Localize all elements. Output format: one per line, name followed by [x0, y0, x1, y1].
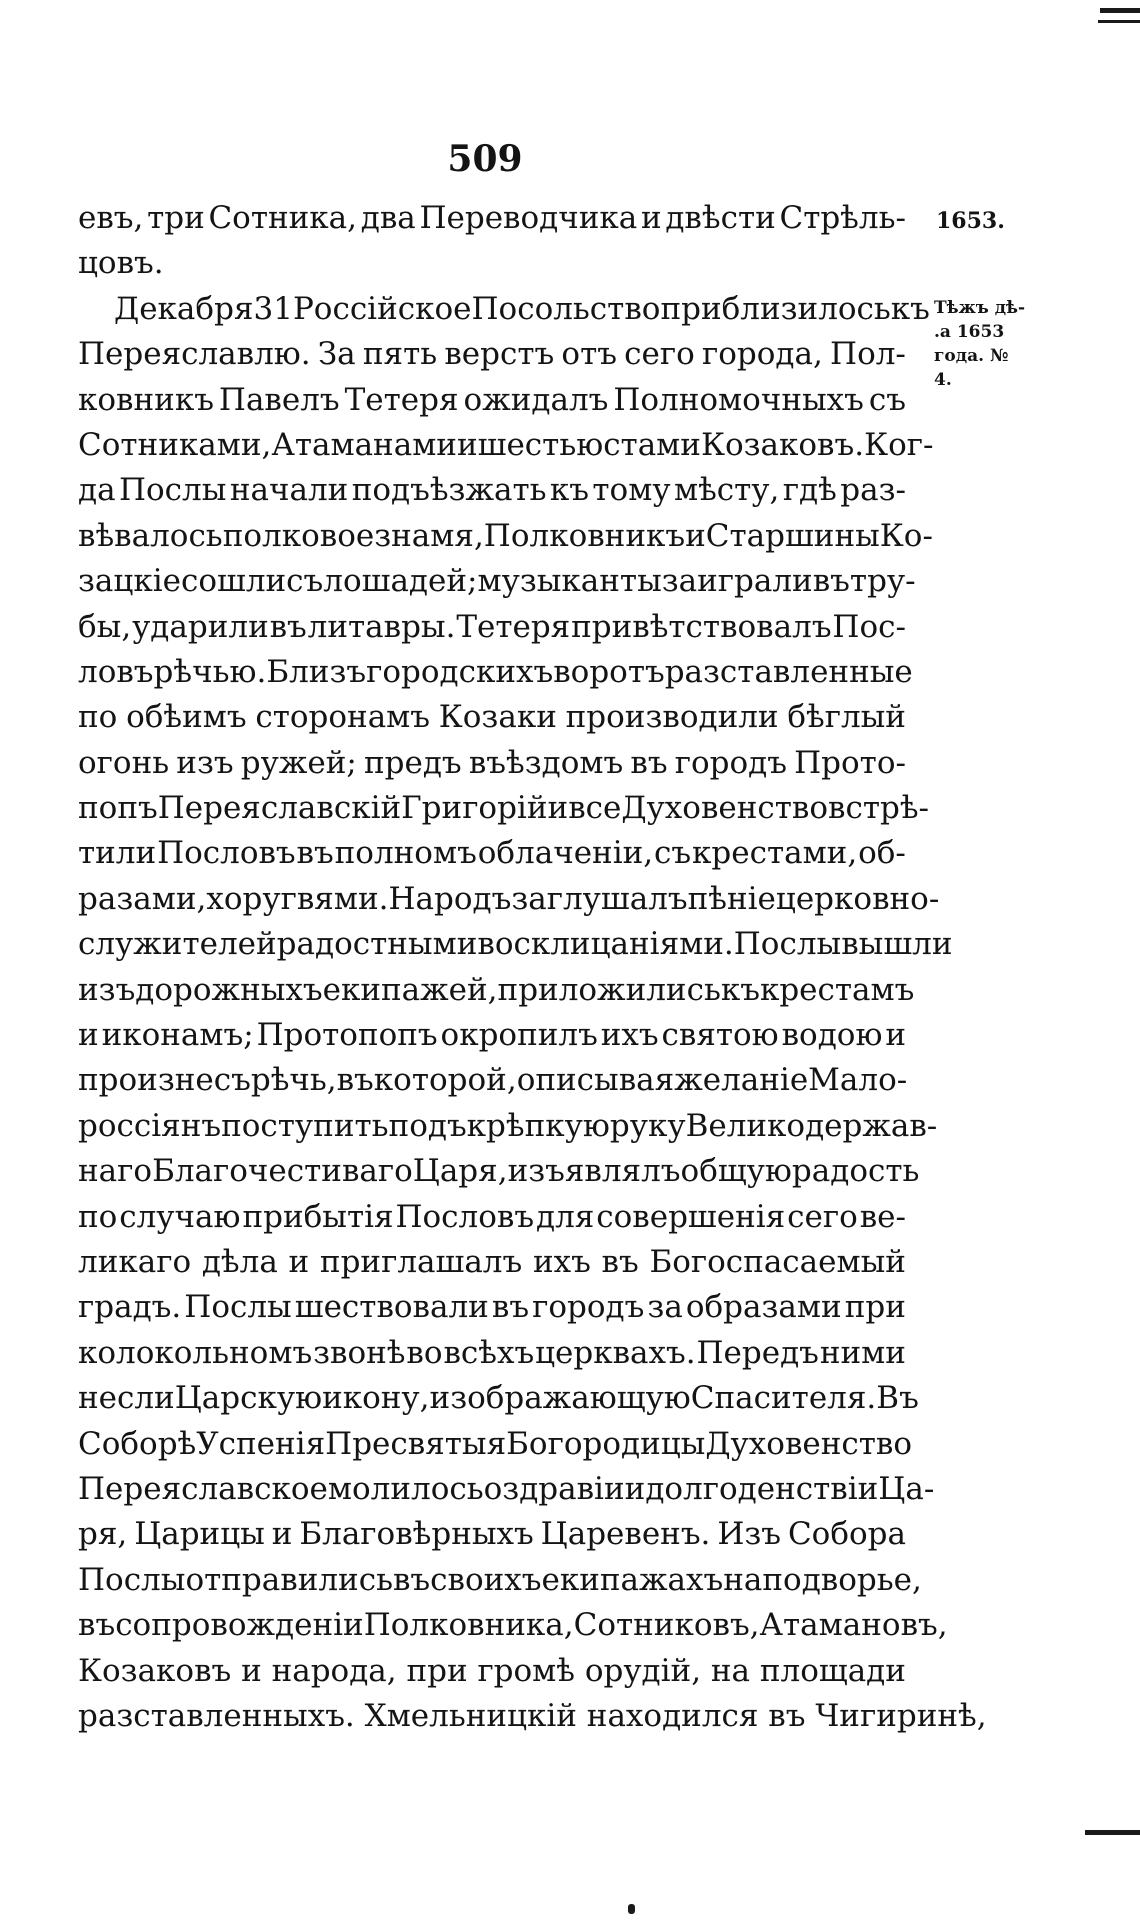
word: о — [483, 1470, 503, 1507]
word: облаченіи, — [477, 835, 654, 872]
text-line — [78, 1195, 906, 1240]
word: несли — [78, 1380, 175, 1417]
word: огонь — [78, 744, 170, 781]
word: молилось — [327, 1470, 484, 1507]
text-line — [78, 877, 940, 922]
word: Атаманами — [271, 426, 457, 463]
text-line — [78, 1058, 906, 1103]
word: Послы — [184, 1289, 292, 1326]
word: мѣсту, — [673, 472, 780, 509]
word: городъ — [674, 744, 787, 781]
word: вышли — [841, 926, 953, 963]
word: народа, — [271, 1652, 397, 1689]
word: Соборѣ — [78, 1425, 197, 1462]
word: изображающую — [429, 1380, 691, 1417]
text-line — [78, 1331, 906, 1376]
word: городъ — [532, 1289, 645, 1326]
word: случаю — [119, 1198, 241, 1235]
word: ковникъ — [78, 381, 214, 418]
margin-reference-note — [934, 296, 1025, 392]
word: об- — [858, 835, 906, 872]
word: вѣвалось — [78, 517, 223, 554]
word: Сотника, — [208, 200, 358, 236]
word: въѣздомъ — [468, 744, 624, 781]
word: и — [78, 1017, 99, 1054]
word: въ — [491, 1289, 530, 1326]
word: изъявлялъ — [507, 1153, 681, 1190]
word: желаніе — [674, 1062, 809, 1099]
margin-ref-line: .а 1653 — [934, 322, 1005, 342]
word: пѣніе — [687, 880, 776, 917]
word: Полковника, — [363, 1607, 574, 1644]
word: Пос- — [832, 608, 906, 645]
word: ликаго — [78, 1243, 192, 1280]
word: раз- — [840, 472, 906, 509]
word: крестамъ — [759, 971, 915, 1008]
word: За — [317, 336, 356, 373]
word: Передъ — [696, 1334, 819, 1371]
word: во — [406, 1334, 443, 1371]
word: полковое — [222, 517, 375, 554]
text-line — [78, 922, 953, 967]
word: Изъ — [717, 1516, 782, 1553]
text-line — [78, 1104, 938, 1149]
word: своихъ — [430, 1561, 542, 1598]
word: Григорій — [401, 790, 548, 827]
word: ихъ — [600, 1017, 659, 1054]
word: Великодержав- — [685, 1107, 938, 1144]
word: за — [647, 1289, 683, 1326]
word: обѣимъ — [126, 699, 247, 736]
text-line — [78, 1649, 906, 1694]
word: на — [710, 1652, 751, 1689]
word: приглашалъ — [319, 1243, 523, 1280]
word: 31 — [253, 290, 293, 327]
word: ве- — [859, 1198, 906, 1235]
word: при — [406, 1652, 468, 1689]
text-line — [78, 831, 906, 876]
word: общую — [680, 1153, 792, 1190]
word: Царя, — [412, 1153, 508, 1190]
text-line — [78, 1512, 906, 1557]
word: подъѣзжать — [351, 472, 547, 509]
word: Въ — [876, 1380, 919, 1417]
word: Царскую — [174, 1380, 323, 1417]
margin-year-note: 1653. — [936, 208, 1005, 234]
word: изъ — [78, 971, 136, 1008]
word: Полномочныхъ — [613, 381, 864, 418]
word: Спасителя. — [690, 1380, 877, 1417]
word: екипажахъ — [541, 1561, 724, 1598]
text-line — [78, 1467, 935, 1512]
word: въ — [630, 744, 668, 781]
scan-mark — [1100, 8, 1140, 13]
word: отправились — [185, 1561, 393, 1598]
word: гдѣ — [782, 472, 837, 509]
word: Народъ — [388, 880, 512, 917]
word: восклицаніями. — [477, 926, 734, 963]
word: въ — [78, 1607, 116, 1644]
word: подъ — [388, 1107, 467, 1144]
word: святою — [661, 1017, 779, 1054]
word: Пословъ — [395, 1198, 535, 1235]
word: Мало- — [808, 1062, 908, 1099]
word: и — [271, 1516, 293, 1553]
scan-mark — [1098, 20, 1140, 23]
word: и — [640, 200, 662, 236]
word: на — [723, 1561, 763, 1598]
word: россіянъ — [78, 1107, 222, 1144]
text-line — [78, 650, 913, 695]
word: ря, — [78, 1516, 128, 1553]
text-line — [78, 1603, 948, 1648]
text-line — [78, 423, 934, 468]
page-number: 509 — [447, 138, 523, 180]
word: и — [547, 790, 569, 827]
word: тому — [592, 472, 671, 509]
word: Протопопъ — [256, 1017, 438, 1054]
word: сего — [624, 336, 695, 373]
word: два — [360, 200, 416, 236]
word: отъ — [561, 336, 617, 373]
word: Богородицы — [506, 1425, 706, 1462]
word: лошадей; — [323, 563, 478, 600]
word: радость — [791, 1153, 920, 1190]
text-line — [78, 559, 916, 604]
word: рѣчью. — [153, 653, 267, 690]
word: руку — [609, 1107, 686, 1144]
word: колокольномъ — [78, 1334, 313, 1371]
text-line — [78, 468, 906, 513]
word: Ко- — [879, 517, 933, 554]
word: совершенія — [596, 1198, 786, 1235]
word: рѣчь, — [250, 1062, 337, 1099]
word: все — [568, 790, 622, 827]
text-line — [78, 1240, 906, 1285]
text-line — [78, 287, 930, 332]
word: Козаки — [438, 699, 557, 736]
word: привѣтствовалъ — [571, 608, 832, 645]
word: звонѣ — [313, 1334, 406, 1371]
word: Россійское — [292, 290, 472, 327]
word: Декабря — [114, 290, 254, 327]
word: градъ. — [78, 1289, 182, 1326]
word: Переяславлю. — [78, 336, 311, 373]
word: икону, — [322, 1380, 430, 1417]
word: съ — [868, 381, 906, 418]
margin-ref-line: 4. — [934, 370, 952, 390]
word: три — [147, 200, 205, 236]
word: сторонамъ — [255, 699, 431, 736]
word: верстъ — [444, 336, 555, 373]
word: въ — [336, 1062, 374, 1099]
word: воротъ — [553, 653, 665, 690]
word: площади — [759, 1652, 906, 1689]
word: Полковникъ — [483, 517, 686, 554]
word: съ — [654, 835, 692, 872]
word: города, — [701, 336, 823, 373]
word: разставленные — [664, 653, 913, 690]
word: сошли — [180, 563, 287, 600]
word: къ — [720, 971, 760, 1008]
word: Переяславское — [78, 1470, 328, 1507]
word: служителей — [78, 926, 277, 963]
word: церковно- — [775, 880, 940, 917]
word: екипажей, — [322, 971, 498, 1008]
word: заиграли — [661, 563, 813, 600]
word: въ — [296, 835, 334, 872]
word: орудій, — [584, 1652, 702, 1689]
word: встрѣ- — [828, 790, 930, 827]
word: церквахъ. — [535, 1334, 696, 1371]
word: Пресвятыя — [325, 1425, 507, 1462]
word: и — [624, 1470, 646, 1507]
word: здравіи — [502, 1470, 625, 1507]
word: въ — [392, 1561, 431, 1598]
text-line — [78, 378, 906, 423]
word: по — [78, 699, 118, 736]
word: по — [78, 1198, 118, 1235]
text-line — [78, 196, 906, 241]
word: изъ — [176, 744, 234, 781]
word: Прото- — [794, 744, 906, 781]
word: Козаковъ. — [700, 426, 865, 463]
word: пять — [362, 336, 438, 373]
word: радостными — [276, 926, 478, 963]
word: Атамановъ, — [759, 1607, 948, 1644]
word: сего — [787, 1198, 858, 1235]
word: Близъ — [266, 653, 367, 690]
word: знамя, — [374, 517, 484, 554]
word: музыканты — [477, 563, 662, 600]
word: въ — [601, 1243, 639, 1280]
word: Сотниками, — [78, 426, 272, 463]
word: къ — [890, 290, 930, 327]
word: Собора — [787, 1516, 906, 1553]
word: Благочестиваго — [152, 1153, 413, 1190]
word: Благовѣрныхъ — [299, 1516, 534, 1553]
word: зацкіе — [78, 563, 181, 600]
word: Козаковъ — [78, 1652, 232, 1689]
word: и — [685, 517, 706, 554]
word: Царицы — [134, 1516, 265, 1553]
word: и — [288, 1243, 310, 1280]
word: произнесъ — [78, 1062, 251, 1099]
paragraph-continuation — [78, 196, 906, 287]
word: крѣпкую — [466, 1107, 610, 1144]
word: городскихъ — [366, 653, 554, 690]
word: сопровожденіи — [115, 1607, 364, 1644]
word: бы, — [78, 608, 132, 645]
word: Пол- — [830, 336, 906, 373]
word: при — [844, 1289, 906, 1326]
word: Павелъ — [218, 381, 340, 418]
word: Успенія — [196, 1425, 326, 1462]
word: приблизилось — [660, 290, 891, 327]
word: всѣхъ — [443, 1334, 535, 1371]
text-line — [78, 514, 933, 559]
word: хоругвями. — [206, 880, 389, 917]
word: къ — [549, 472, 589, 509]
word: Ца- — [878, 1470, 935, 1507]
word: приложились — [497, 971, 721, 1008]
text-line — [78, 741, 906, 786]
text-line — [78, 332, 906, 377]
word: Стрѣль- — [779, 200, 906, 236]
word: ружей; — [240, 744, 357, 781]
word: въ — [269, 608, 307, 645]
word: шестью — [477, 426, 604, 463]
word: Послы — [78, 1561, 186, 1598]
word: поступить — [221, 1107, 389, 1144]
word: образами — [685, 1289, 842, 1326]
scan-mark — [1085, 1830, 1140, 1835]
word: ожидалъ — [463, 381, 609, 418]
margin-ref-line: года. № — [934, 346, 1009, 366]
word: которой, — [373, 1062, 517, 1099]
word: тили — [78, 835, 157, 872]
word: тру- — [849, 563, 916, 600]
word: Ког- — [864, 426, 934, 463]
word: бѣглый — [787, 699, 906, 736]
word: производили — [565, 699, 779, 736]
word: предъ — [363, 744, 462, 781]
word: Духовенство — [705, 1425, 913, 1462]
text-line — [78, 605, 906, 650]
text-line — [78, 1013, 906, 1058]
word: дорожныхъ — [135, 971, 323, 1008]
word: описывая — [516, 1062, 675, 1099]
word: для — [536, 1198, 595, 1235]
word: разами, — [78, 880, 207, 917]
word: двѣсти — [665, 200, 776, 236]
word: Послы — [733, 926, 842, 963]
word: крестами, — [692, 835, 858, 872]
word: водою — [781, 1017, 883, 1054]
word: Посольство — [471, 290, 661, 327]
word: окропилъ — [440, 1017, 598, 1054]
word: дѣла — [201, 1243, 278, 1280]
word: Тетеря — [456, 608, 571, 645]
word: въ — [812, 563, 850, 600]
word: и — [456, 426, 478, 463]
scan-mark — [628, 1904, 635, 1914]
word: шествовали — [294, 1289, 489, 1326]
word: Послы — [118, 472, 227, 509]
word: громѣ — [477, 1652, 575, 1689]
word: евъ, — [78, 200, 144, 236]
word: и — [885, 1017, 906, 1054]
text-line — [78, 1422, 913, 1467]
margin-ref-line: Тѣжъ дѣ- — [934, 298, 1026, 318]
word: Тетеря — [344, 381, 459, 418]
word: Старшины — [705, 517, 880, 554]
word: литавры. — [307, 608, 456, 645]
word: Духовенство — [621, 790, 829, 827]
word: ихъ — [532, 1243, 591, 1280]
word: Пословъ — [157, 835, 296, 872]
word: Переяславскій — [157, 790, 402, 827]
word: наго — [78, 1153, 153, 1190]
word: Переводчика — [419, 200, 638, 236]
text-line — [78, 1285, 906, 1330]
word: Царевенъ. — [540, 1516, 711, 1553]
word: ними — [819, 1334, 906, 1371]
text-line — [78, 1149, 920, 1194]
text-line: разставленныхъ. Хмельницкій находился въ Чигиринѣ, — [78, 1697, 987, 1734]
word: ударили — [132, 608, 269, 645]
word: Сотниковъ, — [573, 1607, 760, 1644]
word: иконамъ; — [101, 1017, 254, 1054]
word: да — [78, 472, 116, 509]
word: подворье, — [762, 1561, 922, 1598]
text-line — [78, 968, 915, 1013]
text-line: цовъ. — [78, 245, 164, 282]
word: и — [241, 1652, 262, 1689]
text-line — [78, 1558, 922, 1603]
word: долгоденствіи — [645, 1470, 879, 1507]
text-line — [78, 695, 906, 740]
word: съ — [286, 563, 324, 600]
word: прибытія — [242, 1198, 394, 1235]
word: заглушалъ — [511, 880, 688, 917]
word: ловъ — [78, 653, 154, 690]
word: попъ — [78, 790, 158, 827]
word: начали — [229, 472, 349, 509]
word: Богоспасаемый — [649, 1243, 906, 1280]
text-line — [78, 1376, 919, 1421]
word: стами — [603, 426, 701, 463]
word: полномъ — [334, 835, 477, 872]
text-line — [78, 786, 930, 831]
